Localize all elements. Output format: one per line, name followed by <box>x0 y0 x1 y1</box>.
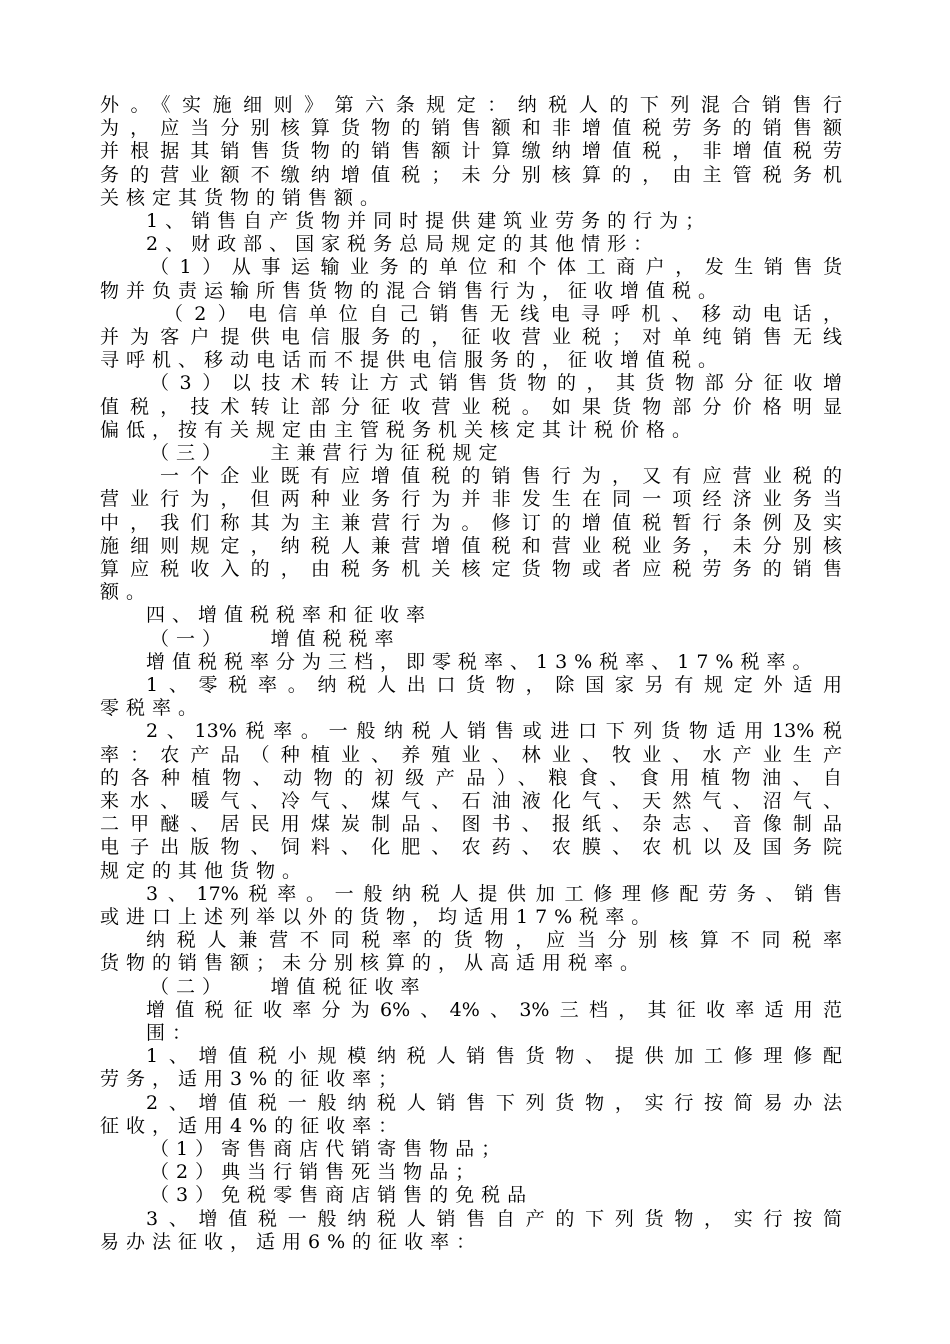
document-line: 额。 <box>100 581 153 604</box>
document-line: 率：农产品（种植业、养殖业、林业、牧业、水产业生产 <box>100 743 842 766</box>
document-line: 规定的其他货物。 <box>100 859 309 882</box>
document-line: （1）从事运输业务的单位和个体工商户，发生销售货 <box>150 256 842 279</box>
document-line: 3、17%税率。一般纳税人提供加工修理修配劳务、销售 <box>146 882 842 905</box>
document-line: 中，我们称其为主兼营行为。修订的增值税暂行条例及实 <box>100 511 842 534</box>
document-line: 1、零税率。纳税人出口货物，除国家另有规定外适用 <box>146 674 842 696</box>
document-line: 2、增值税一般纳税人销售下列货物，实行按简易办法 <box>146 1091 842 1114</box>
document-line: 零税率。 <box>100 697 205 720</box>
document-line: 为，应当分别核算货物的销售额和非增值税劳务的销售额 <box>100 117 842 140</box>
document-line: 并为客户提供电信服务的，征收营业税；对单纯销售无线 <box>100 326 842 348</box>
document-line: 寻呼机、移动电话而不提供电信服务的，征收增值税。 <box>100 349 725 372</box>
document-line: 货物的销售额；未分别核算的，从高适用税率。 <box>100 952 647 975</box>
document-line: 务的营业额不缴纳增值税；未分别核算的，由主管税务机 <box>100 163 842 186</box>
document-line: 值税，技术转让部分征收营业税。如果货物部分价格明显 <box>100 395 842 418</box>
document-line: 1、销售自产货物并同时提供建筑业劳务的行为； <box>146 210 712 232</box>
document-line: 物并负责运输所售货物的混合销售行为，征收增值税。 <box>100 279 725 302</box>
document-line: 增值税税率分为三档，即零税率、13%税率、17%税率。 <box>146 650 819 673</box>
document-line: 的各种植物、动物的初级产品）、粮食、食用植物油、自 <box>100 766 842 789</box>
document-line: 来水、暖气、冷气、煤气、石油液化气、天然气、沼气、 <box>100 790 842 812</box>
document-line: （2）电信单位自己销售无线电寻呼机、移动电话， <box>164 302 842 325</box>
document-line: （二） 增值税征收率 <box>150 975 427 998</box>
document-line: 四、增值税税率和征收率 <box>146 604 433 627</box>
document-line: 增值税征收率分为6%、4%、3%三档，其征收率适用范 <box>146 998 842 1021</box>
document-line: （一） 增值税税率 <box>150 627 401 650</box>
document-line: 关核定其货物的销售额。 <box>100 186 387 209</box>
document-line: 并根据其销售货物的销售额计算缴纳增值税，非增值税劳 <box>100 140 842 163</box>
document-line: 算应税收入的，由税务机关核定货物或者应税劳务的销售 <box>100 558 842 580</box>
document-line: （三） 主兼营行为征税规定 <box>150 442 505 464</box>
document-line: 二甲醚、居民用煤炭制品、图书、报纸、杂志、音像制品 <box>100 813 842 836</box>
document-line: 1、增值税小规模纳税人销售货物、提供加工修理修配 <box>146 1045 842 1068</box>
document-line: 电子出版物、饲料、化肥、农药、农膜、农机以及国务院 <box>100 836 842 859</box>
document-line: （3）以技术转让方式销售货物的，其货物部分征收增 <box>150 372 842 395</box>
document-line: （3）免税零售商店销售的免税品 <box>150 1184 534 1207</box>
document-line: 纳税人兼营不同税率的货物，应当分别核算不同税率 <box>146 929 842 952</box>
document-line: 2、财政部、国家税务总局规定的其他情形： <box>146 233 660 256</box>
document-line: 围： <box>146 1022 199 1044</box>
document-line: 营业行为，但两种业务行为并非发生在同一项经济业务当 <box>100 488 842 511</box>
document-line: 外。《实施细则》第六条规定：纳税人的下列混合销售行 <box>100 94 842 116</box>
document-line: 或进口上述列举以外的货物，均适用17%税率。 <box>100 906 658 928</box>
document-line: 施细则规定，纳税人兼营增值税和营业税业务，未分别核 <box>100 534 842 557</box>
document-line: 劳务，适用3%的征收率； <box>100 1068 405 1091</box>
document-line: 2、13%税率。一般纳税人销售或进口下列货物适用13%税 <box>146 720 842 743</box>
document-line: 易办法征收，适用6%的征收率： <box>100 1230 483 1253</box>
document-line: 一个企业既有应增值税的销售行为，又有应营业税的 <box>160 465 842 488</box>
document-line: 征收，适用4%的征收率： <box>100 1114 405 1137</box>
document-line: （2）典当行销售死当物品； <box>150 1161 482 1184</box>
document-line: （1）寄售商店代销寄售物品； <box>150 1138 508 1160</box>
document-line: 3、增值税一般纳税人销售自产的下列货物，实行按简 <box>146 1207 842 1230</box>
document-line: 偏低，按有关规定由主管税务机关核定其计税价格。 <box>100 418 699 441</box>
